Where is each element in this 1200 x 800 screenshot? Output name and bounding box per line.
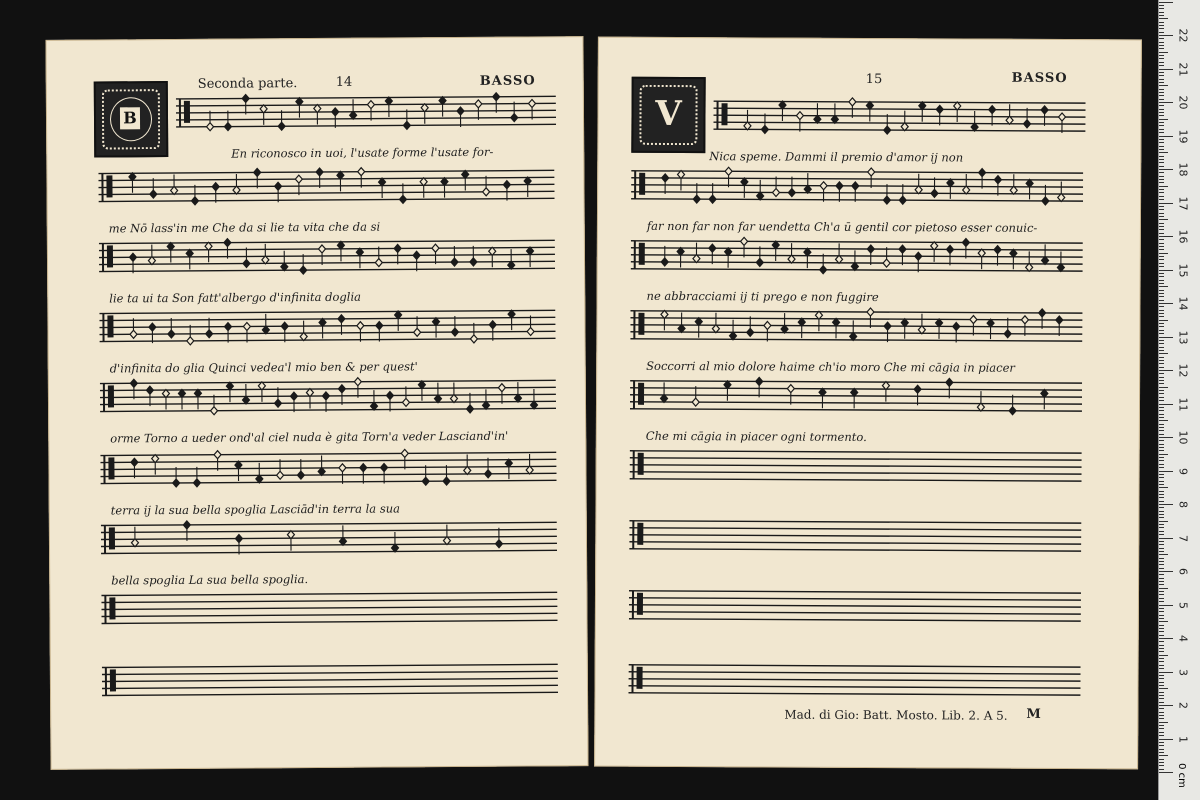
lyric-line: Nica speme. Dammi il premio d'amor ij non	[709, 149, 964, 165]
note	[867, 245, 874, 253]
ruler-label: 22	[1176, 28, 1190, 43]
note	[946, 378, 953, 386]
note	[475, 100, 482, 108]
note	[131, 458, 138, 466]
initial-letter: V	[655, 93, 682, 135]
ruler-unit: 0 cm	[1175, 763, 1187, 788]
note	[243, 259, 250, 267]
note	[1004, 330, 1011, 338]
lyric-line: me Nō lass'in me Che da si lie ta vita che da si	[108, 219, 381, 236]
lyric-line: En riconosco in uoi, l'usate forme l'usate for-	[231, 144, 494, 161]
note	[796, 112, 803, 120]
note	[979, 169, 986, 177]
note	[242, 94, 249, 102]
note	[224, 323, 231, 331]
ruler-label: 15	[1176, 263, 1190, 277]
note	[1009, 407, 1016, 415]
note	[278, 122, 285, 130]
music-staff	[102, 656, 558, 709]
note	[212, 183, 219, 191]
note	[254, 168, 261, 176]
lyric-line: far non far non far uendetta Ch'a ū gentil cor pietoso esser conuic-	[646, 218, 1038, 235]
note	[970, 316, 977, 324]
note	[467, 405, 474, 413]
music-staff	[100, 372, 556, 425]
note	[883, 196, 890, 204]
note	[994, 176, 1001, 184]
note	[485, 470, 492, 478]
note	[224, 123, 231, 131]
ruler-label: 18	[1176, 162, 1190, 177]
lyric-line: ne abbracciami ij ti prego e non fuggire	[646, 288, 879, 305]
note	[989, 106, 996, 114]
note	[1059, 113, 1066, 121]
note	[914, 385, 921, 393]
right-page	[594, 37, 1142, 770]
note	[884, 322, 891, 330]
note	[451, 328, 458, 336]
note	[224, 239, 231, 247]
measuring-ruler	[1158, 0, 1200, 800]
note	[1041, 106, 1048, 114]
note	[836, 182, 843, 190]
note	[414, 328, 421, 336]
note	[130, 330, 137, 338]
note	[316, 168, 323, 176]
lyric-line: d'infinita do glia Quinci vedea'l mio ben & per quest'	[109, 359, 418, 376]
note	[277, 471, 284, 479]
note	[432, 244, 439, 252]
music-staff	[630, 303, 1082, 355]
music-staff	[713, 93, 1085, 145]
note	[358, 168, 365, 176]
note	[339, 464, 346, 472]
ruler-label: 19	[1176, 129, 1190, 143]
left-page	[45, 36, 588, 770]
note	[747, 328, 754, 336]
ruler-label: 5	[1176, 601, 1190, 609]
music-staff	[98, 162, 554, 215]
note	[661, 258, 668, 266]
note	[756, 377, 763, 385]
note	[206, 330, 213, 338]
lyric-line: orme Torno a ueder ond'al ciel nuda è gita Torn'a veder Lasciand'in'	[110, 428, 509, 446]
note	[483, 188, 490, 196]
music-staff	[631, 233, 1083, 285]
note	[191, 197, 198, 205]
lyric-line: Soccorri al mio dolore haime ch'io moro Che mi cāgia in piacer	[646, 358, 1015, 375]
note	[146, 386, 153, 394]
note	[709, 195, 716, 203]
note	[281, 322, 288, 330]
note	[394, 244, 401, 252]
note	[741, 237, 748, 245]
note	[528, 99, 535, 107]
note	[376, 322, 383, 330]
ruler-label: 14	[1176, 296, 1190, 311]
note	[403, 121, 410, 129]
note	[300, 266, 307, 274]
note	[1039, 309, 1046, 317]
music-staff	[101, 514, 557, 567]
note	[820, 182, 827, 190]
note	[662, 174, 669, 182]
note	[693, 195, 700, 203]
decorative-initial-v	[631, 77, 705, 153]
note	[1042, 197, 1049, 205]
ruler-label: 21	[1176, 62, 1190, 76]
ruler-label: 12	[1176, 363, 1190, 378]
note	[527, 327, 534, 335]
ruler-label: 9	[1176, 467, 1190, 475]
note	[511, 114, 518, 122]
note	[1024, 120, 1031, 128]
note	[367, 101, 374, 109]
signature-mark: M	[1026, 706, 1042, 722]
note	[187, 337, 194, 345]
note	[725, 167, 732, 175]
note	[381, 464, 388, 472]
note	[884, 126, 891, 134]
note	[1056, 316, 1063, 324]
note	[498, 384, 505, 392]
note	[193, 479, 200, 487]
note	[290, 392, 297, 400]
note	[413, 251, 420, 259]
note	[211, 407, 218, 415]
note	[129, 253, 136, 261]
note	[936, 105, 943, 113]
note	[495, 540, 502, 548]
note	[1021, 316, 1028, 324]
voice-label: BASSO	[479, 73, 536, 89]
music-staff	[628, 657, 1080, 709]
note	[375, 259, 382, 267]
section-label: Seconda parte.	[197, 76, 298, 92]
note	[214, 451, 221, 459]
note	[899, 196, 906, 204]
ruler-label: 13	[1176, 330, 1190, 344]
note	[235, 535, 242, 543]
lyric-line: Che mi cāgia in piacer ogni tormento.	[645, 428, 867, 444]
note	[207, 123, 214, 131]
note	[386, 391, 393, 399]
note	[470, 335, 477, 343]
note	[401, 449, 408, 457]
footer-imprint: Mad. di Gio: Batt. Mosto. Lib. 2. A 5.	[784, 707, 1008, 723]
ruler-label: 3	[1176, 668, 1190, 676]
initial-letter: B	[120, 107, 140, 129]
music-staff	[630, 373, 1082, 425]
note	[773, 188, 780, 196]
note	[820, 266, 827, 274]
note	[360, 464, 367, 472]
ruler-label: 1	[1176, 735, 1190, 743]
note	[947, 245, 954, 253]
note	[275, 182, 282, 190]
lyric-line: terra ij la sua bella spoglia Lasciād'in terra la sua	[110, 501, 401, 518]
note	[338, 315, 345, 323]
note	[332, 108, 339, 116]
music-staff	[99, 302, 555, 355]
note	[852, 182, 859, 190]
lyric-line: bella spoglia La sua bella spoglia.	[111, 572, 309, 588]
note	[787, 385, 794, 393]
music-staff	[631, 163, 1083, 215]
lyric-line: lie ta ui ta Son fatt'albergo d'infinita doglia	[109, 289, 362, 306]
music-staff	[176, 88, 556, 141]
note	[470, 258, 477, 266]
note	[243, 322, 250, 330]
note	[883, 259, 890, 267]
note	[274, 399, 281, 407]
note	[503, 181, 510, 189]
note	[399, 195, 406, 203]
page-number: 14	[335, 74, 353, 90]
note	[899, 245, 906, 253]
music-staff	[101, 584, 557, 637]
note	[489, 321, 496, 329]
note	[493, 93, 500, 101]
note	[295, 175, 302, 183]
note	[422, 477, 429, 485]
note	[168, 330, 175, 338]
music-staff	[99, 232, 555, 285]
ruler-label: 20	[1176, 95, 1190, 110]
note	[868, 168, 875, 176]
ruler-label: 4	[1176, 635, 1190, 642]
ruler-label: 7	[1176, 534, 1190, 542]
note	[849, 98, 856, 106]
note	[183, 521, 190, 529]
ruler-label: 8	[1176, 501, 1190, 508]
note	[402, 398, 409, 406]
note	[297, 471, 304, 479]
note	[354, 378, 361, 386]
note	[692, 398, 699, 406]
note	[931, 189, 938, 197]
note	[915, 252, 922, 260]
note	[457, 107, 464, 115]
music-staff	[629, 583, 1081, 635]
note	[443, 477, 450, 485]
decorative-initial-b	[94, 81, 169, 158]
note	[953, 322, 960, 330]
page-number: 15	[865, 71, 883, 88]
note	[867, 308, 874, 316]
note	[357, 322, 364, 330]
note	[322, 392, 329, 400]
note	[994, 246, 1001, 254]
voice-label: BASSO	[1011, 70, 1068, 87]
ruler-label: 16	[1176, 229, 1190, 244]
note	[338, 385, 345, 393]
note	[149, 323, 156, 331]
note	[451, 258, 458, 266]
note	[756, 258, 763, 266]
note	[962, 238, 969, 246]
note	[173, 479, 180, 487]
music-staff	[630, 443, 1082, 495]
note	[709, 244, 716, 252]
note	[318, 245, 325, 253]
note	[150, 190, 157, 198]
music-staff	[629, 513, 1081, 565]
ruler-label: 2	[1176, 702, 1190, 709]
ruler-label: 17	[1176, 196, 1190, 210]
ruler-label: 10	[1176, 430, 1190, 445]
ruler-label: 11	[1176, 397, 1190, 411]
ruler-label: 6	[1176, 568, 1190, 575]
note	[761, 125, 768, 133]
music-staff	[100, 444, 556, 497]
note	[130, 379, 137, 387]
note	[788, 189, 795, 197]
note	[764, 321, 771, 329]
